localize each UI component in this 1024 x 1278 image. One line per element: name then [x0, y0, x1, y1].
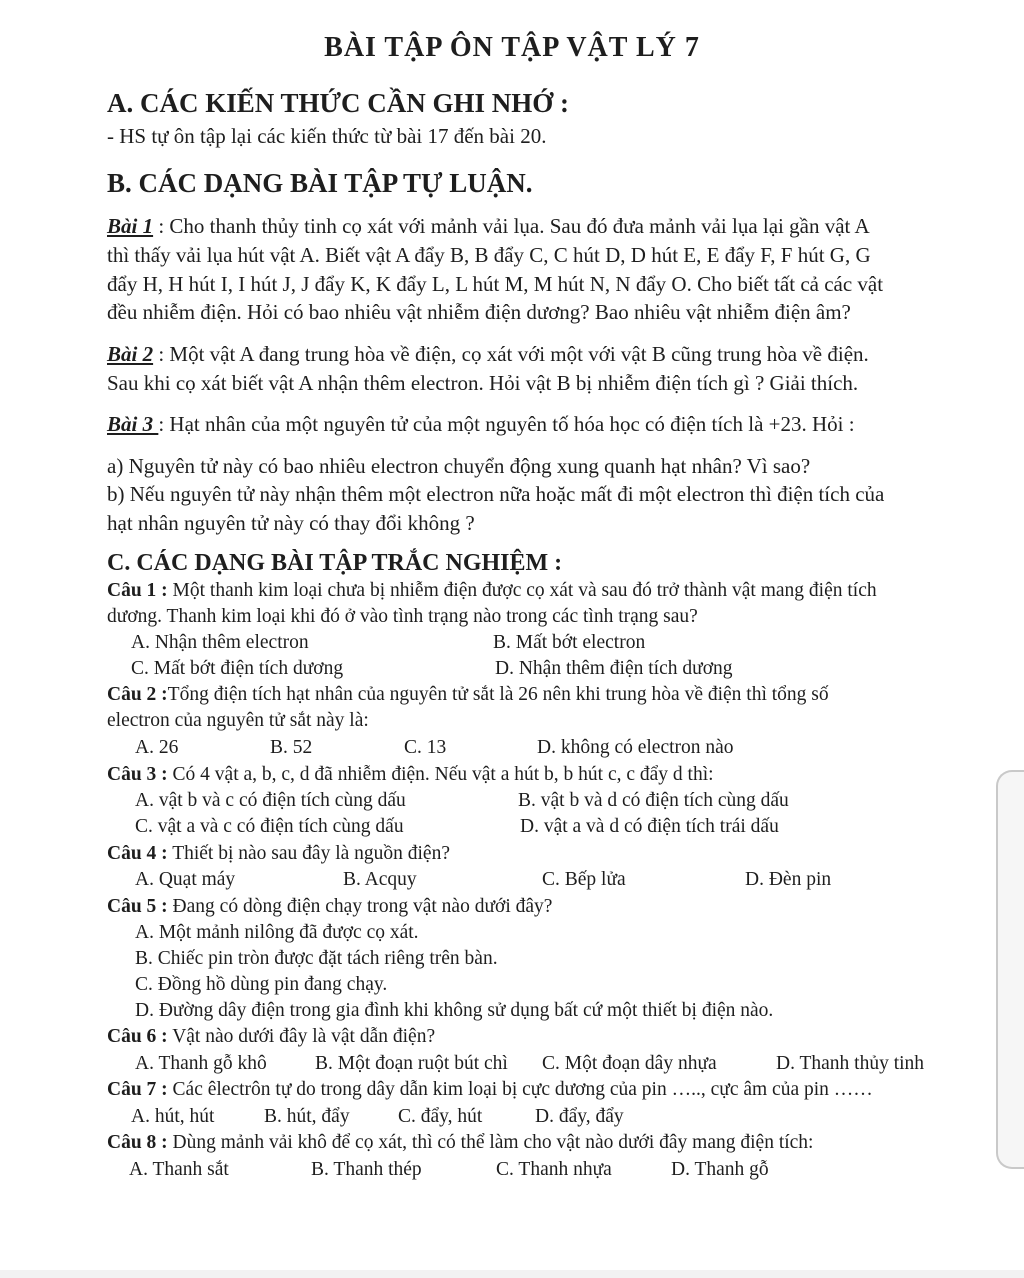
section-a-heading: A. CÁC KIẾN THỨC CẦN GHI NHỚ :: [107, 88, 570, 118]
q3-line: Câu 3 : Có 4 vật a, b, c, d đã nhiễm điện. Nếu vật a hút b, b hút c, c đẩy d thì:: [107, 764, 714, 785]
q5-option-b: B. Chiếc pin tròn được đặt tách riêng trên bàn.: [135, 948, 498, 969]
bai2-line-1: Bài 2 : Một vật A đang trung hòa về điện, cọ xát với một với vật B cũng trung hòa về điện.: [107, 342, 869, 366]
q1-option-c: C. Mất bớt điện tích dương: [131, 658, 344, 679]
q6-option-b: B. Một đoạn ruột bút chì: [315, 1053, 508, 1074]
q6-option-a: A. Thanh gỗ khô: [135, 1053, 267, 1074]
bai3-label: Bài 3: [107, 412, 159, 436]
q6-label: Câu 6 :: [107, 1026, 168, 1047]
q7-line: Câu 7 : Các êlectrôn tự do trong dây dẫn kim loại bị cực dương của pin ….., cực âm của pin ……: [107, 1079, 873, 1100]
q1-option-b: B. Mất bớt electron: [493, 632, 646, 653]
q8-option-b: B. Thanh thép: [311, 1159, 422, 1180]
q7-option-b: B. hút, đẩy: [264, 1106, 350, 1127]
bai3-line-1: Bài 3 : Hạt nhân của một nguyên tử của một nguyên tố hóa học có điện tích là +23. Hỏi :: [107, 412, 855, 436]
q2-label: Câu 2 :: [107, 684, 168, 705]
q3-option-b: B. vật b và d có điện tích cùng dấu: [518, 790, 789, 811]
bai2-label: Bài 2: [107, 342, 154, 366]
q3-option-a: A. vật b và c có điện tích cùng dấu: [135, 790, 406, 811]
q6-line: Câu 6 : Vật nào dưới đây là vật dẫn điện?: [107, 1026, 436, 1047]
q8-line: Câu 8 : Dùng mảnh vải khô để cọ xát, thì có thể làm cho vật nào dưới đây mang điện tích:: [107, 1132, 814, 1153]
q4-option-c: C. Bếp lửa: [542, 869, 626, 890]
q7-label: Câu 7 :: [107, 1079, 168, 1100]
q8-option-d: D. Thanh gỗ: [671, 1159, 769, 1180]
bai1-line-3: đẩy H, H hút I, I hút J, J đẩy K, K đẩy L, L hút M, M hút N, N đẩy O. Cho biết tất cả các vật: [107, 272, 884, 296]
q6-option-c: C. Một đoạn dây nhựa: [542, 1053, 717, 1074]
q2-option-a: A. 26: [135, 737, 179, 758]
q2-option-b: B. 52: [270, 737, 313, 758]
q4-label: Câu 4 :: [107, 843, 168, 864]
section-c-heading: C. CÁC DẠNG BÀI TẬP TRẮC NGHIỆM :: [107, 550, 563, 576]
q4-line: Câu 4 : Thiết bị nào sau đây là nguồn điện?: [107, 843, 450, 864]
q8-option-c: C. Thanh nhựa: [496, 1159, 612, 1180]
q3-option-d: D. vật a và d có điện tích trái dấu: [520, 816, 779, 837]
q6-option-d: D. Thanh thủy tinh: [776, 1053, 925, 1074]
q1-line-2: dương. Thanh kim loại khi đó ở vào tình trạng nào trong các tình trạng sau?: [107, 606, 698, 627]
q7-option-d: D. đẩy, đẩy: [535, 1106, 624, 1127]
q5-line: Câu 5 : Đang có dòng điện chạy trong vật nào dưới đây?: [107, 896, 553, 917]
q2-line-2: electron của nguyên tử sắt này là:: [107, 710, 369, 731]
q2-line-1: Câu 2 :Tổng điện tích hạt nhân của nguyên tử sắt là 26 nên khi trung hòa về điện thì tổng số: [107, 684, 829, 705]
q4-option-a: A. Quạt máy: [135, 869, 236, 890]
q1-option-d: D. Nhận thêm điện tích dương: [495, 658, 733, 679]
q2-option-d: D. không có electron nào: [537, 737, 734, 758]
q5-option-d: D. Đường dây điện trong gia đình khi không sử dụng bất cứ một thiết bị điện nào.: [135, 1000, 774, 1021]
q1-label: Câu 1 :: [107, 580, 168, 601]
q5-option-a: A. Một mảnh nilông đã được cọ xát.: [135, 922, 419, 943]
page-edge-handle: [996, 770, 1024, 1169]
page-title: BÀI TẬP ÔN TẬP VẬT LÝ 7: [324, 32, 700, 63]
bai3-part-b-1: b) Nếu nguyên tử này nhận thêm một electron nữa hoặc mất đi một electron thì điện tích của: [107, 482, 885, 506]
bai3-part-b-2: hạt nhân nguyên tử này có thay đổi không ?: [107, 511, 475, 535]
bottom-edge-shade: [0, 1270, 1024, 1278]
q4-option-b: B. Acquy: [343, 869, 417, 890]
q4-option-d: D. Đèn pin: [745, 869, 832, 890]
q2-option-c: C. 13: [404, 737, 447, 758]
bai1-line-4: đều nhiễm điện. Hỏi có bao nhiêu vật nhiễm điện dương? Bao nhiêu vật nhiễm điện âm?: [107, 300, 851, 324]
section-a-line: - HS tự ôn tập lại các kiến thức từ bài 17 đến bài 20.: [107, 124, 547, 148]
q1-option-a: A. Nhận thêm electron: [131, 632, 309, 653]
bai3-part-a: a) Nguyên tử này có bao nhiêu electron chuyển động xung quanh hạt nhân? Vì sao?: [107, 454, 811, 478]
bai1-label: Bài 1: [107, 214, 154, 238]
q7-option-c: C. đẩy, hút: [398, 1106, 483, 1127]
q5-option-c: C. Đồng hồ dùng pin đang chạy.: [135, 974, 388, 995]
q8-label: Câu 8 :: [107, 1132, 168, 1153]
q3-label: Câu 3 :: [107, 764, 168, 785]
bai1-line-2: thì thấy vải lụa hút vật A. Biết vật A đẩy B, B đẩy C, C hút D, D hút E, E đẩy F, F hút G, G: [107, 243, 871, 267]
section-b-heading: B. CÁC DẠNG BÀI TẬP TỰ LUẬN.: [107, 168, 533, 198]
q8-option-a: A. Thanh sắt: [129, 1159, 229, 1180]
bai1-line-1: Bài 1 : Cho thanh thủy tinh cọ xát với mảnh vải lụa. Sau đó đưa mảnh vải lụa lại gần vật A: [107, 214, 870, 238]
q5-label: Câu 5 :: [107, 896, 168, 917]
q7-option-a: A. hút, hút: [131, 1106, 215, 1127]
q3-option-c: C. vật a và c có điện tích cùng dấu: [135, 816, 404, 837]
bai2-line-2: Sau khi cọ xát biết vật A nhận thêm electron. Hỏi vật B bị nhiễm điện tích gì ? Giải thích.: [107, 371, 859, 395]
q1-line-1: Câu 1 : Một thanh kim loại chưa bị nhiễm điện được cọ xát và sau đó trở thành vật mang điện tích: [107, 580, 877, 601]
